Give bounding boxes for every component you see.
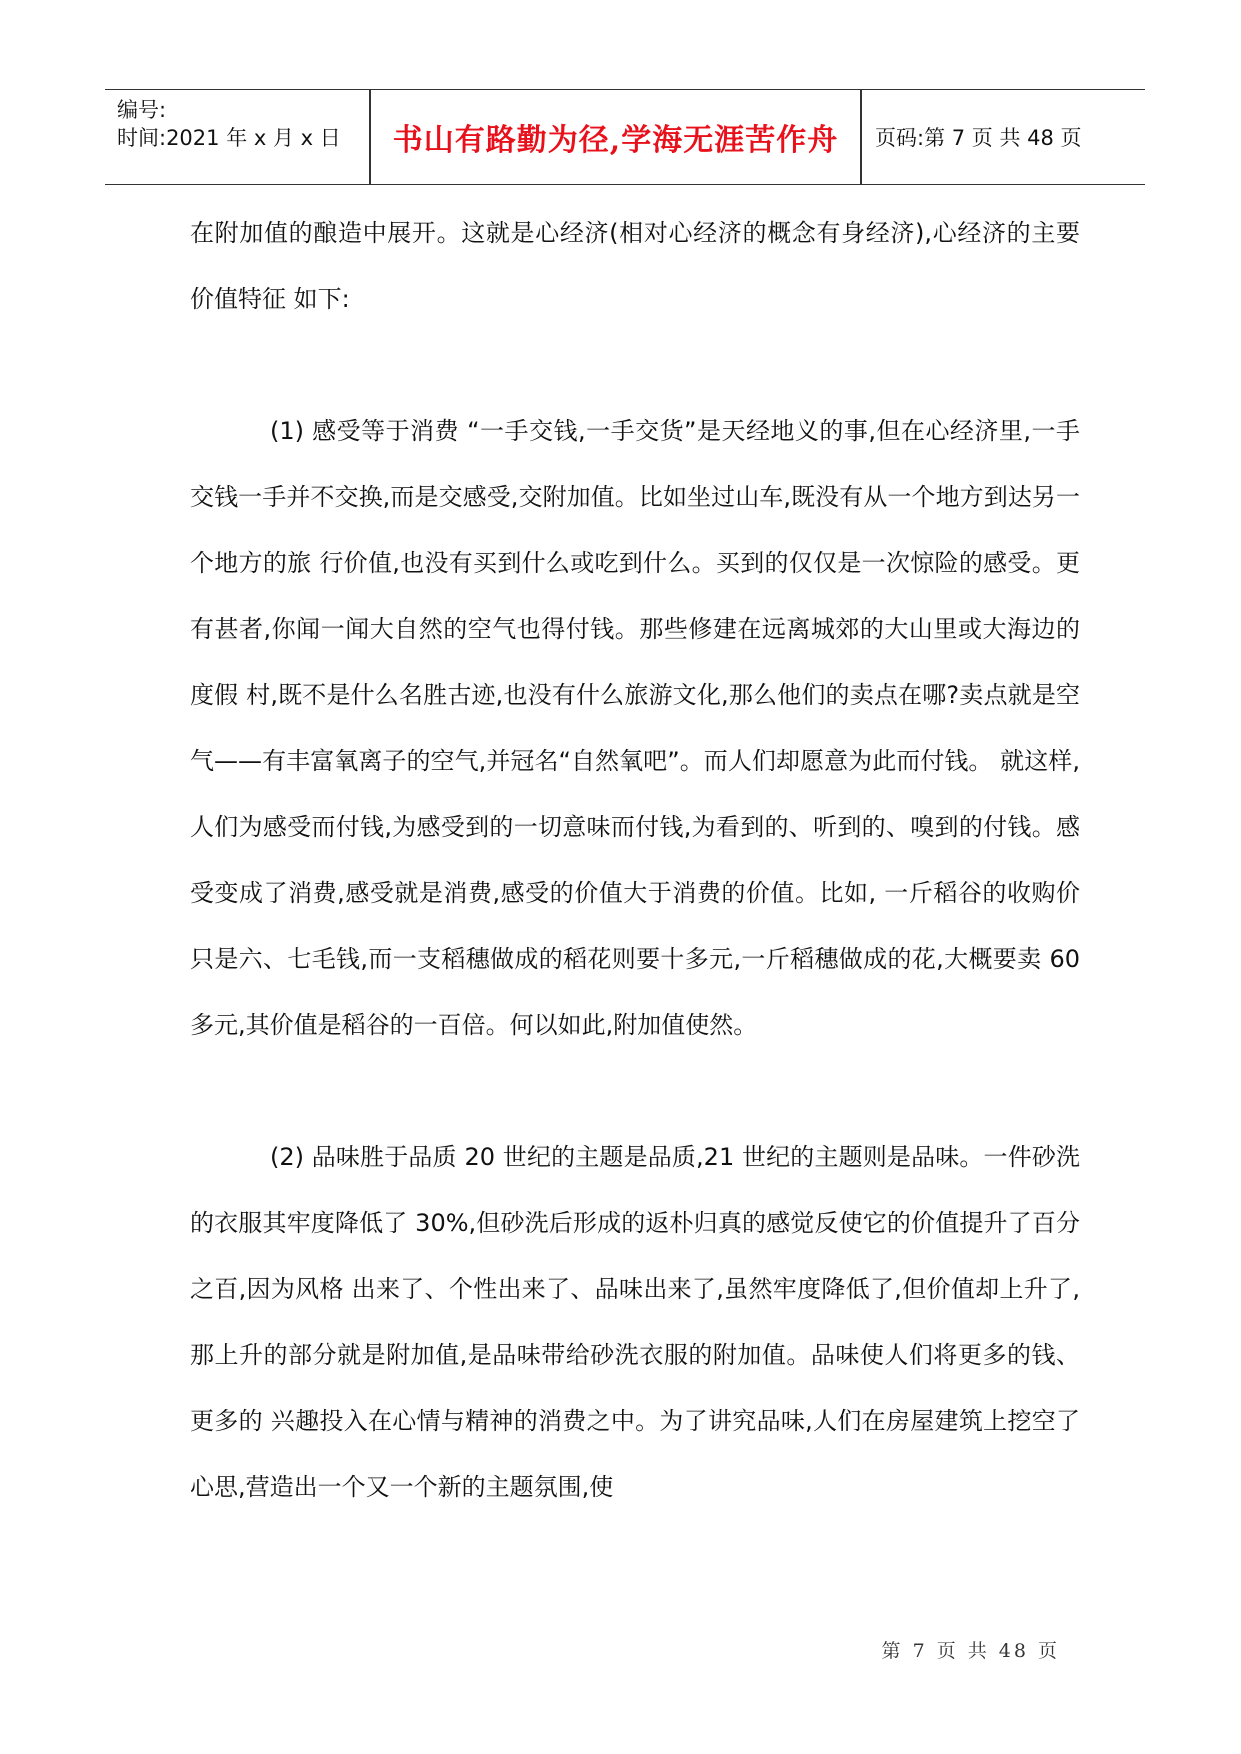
paragraph-gap bbox=[190, 332, 1080, 398]
paragraph-taste-over-quality: (2) 品味胜于品质 20 世纪的主题是品质,21 世纪的主题则是品味。一件砂洗的衣服其牢度降低了 30%,但砂洗后形成的返朴归真的感觉反使它的价值提升了百分之百,因为风格 出来了、个性出来了、品味出来了,虽然牢度降低了,但价值却上升了,那上升的部分就是附加值,是品味带给砂洗衣服的附加值。品味使人们将更多的钱、更多的 兴趣投入在心情与精神的消费之中。为了讲究品味,人们在房屋建筑上挖空了心思,营造出一个又一个新的主题氛围,使 bbox=[190, 1143, 1080, 1501]
paragraph-intro: 在附加值的酿造中展开。这就是心经济(相对心经济的概念有身经济),心经济的主要价值特征 如下: bbox=[190, 219, 1080, 313]
header-page-code: 页码:第 7 页 共 48 页 bbox=[875, 126, 1082, 150]
header-divider-right bbox=[860, 90, 862, 184]
header-meta bbox=[117, 96, 367, 152]
paragraph-gap bbox=[190, 1058, 1080, 1124]
document-time-label: 时间:2021 年 x 月 x 日 bbox=[117, 126, 341, 150]
paragraph-feeling-equals-consumption: (1) 感受等于消费 “一手交钱,一手交货”是天经地义的事,但在心经济里,一手交钱一手并不交换,而是交感受,交附加值。比如坐过山车,既没有从一个地方到达另一个地方的旅 行价值,也没有买到什么或吃到什么。买到的仅仅是一次惊险的感受。更有甚者,你闻一闻大自然的空气也得付钱。那些修建在远离城郊的大山里或大海边的度假 村,既不是什么名胜古迹,也没有什么旅游文化,那么他们的卖点在哪?卖点就是空气——有丰富氧离子的空气,并冠名“自然氧吧”。而人们却愿意为此而付钱。 就这样,人们为感受而付钱,为感受到的一切意味而付钱,为看到的、听到的、嗅到的付钱。感受变成了消费,感受就是消费,感受的价值大于消费的价值。比如, 一斤稻谷的收购价只是六、七毛钱,而一支稻穗做成的稻花则要十多元,一斤稻穗做成的花,大概要卖 60 多元,其价值是稻谷的一百倍。何以如此,附加值使然。 bbox=[190, 417, 1080, 1039]
page-footer: 第 7 页 共 48 页 bbox=[881, 1640, 1060, 1662]
header-motto: 书山有路勤为径,学海无涯苦作舟 bbox=[392, 123, 839, 158]
document-body bbox=[190, 200, 1080, 1520]
document-number-label: 编号: bbox=[117, 98, 167, 122]
page-header bbox=[105, 89, 1145, 185]
